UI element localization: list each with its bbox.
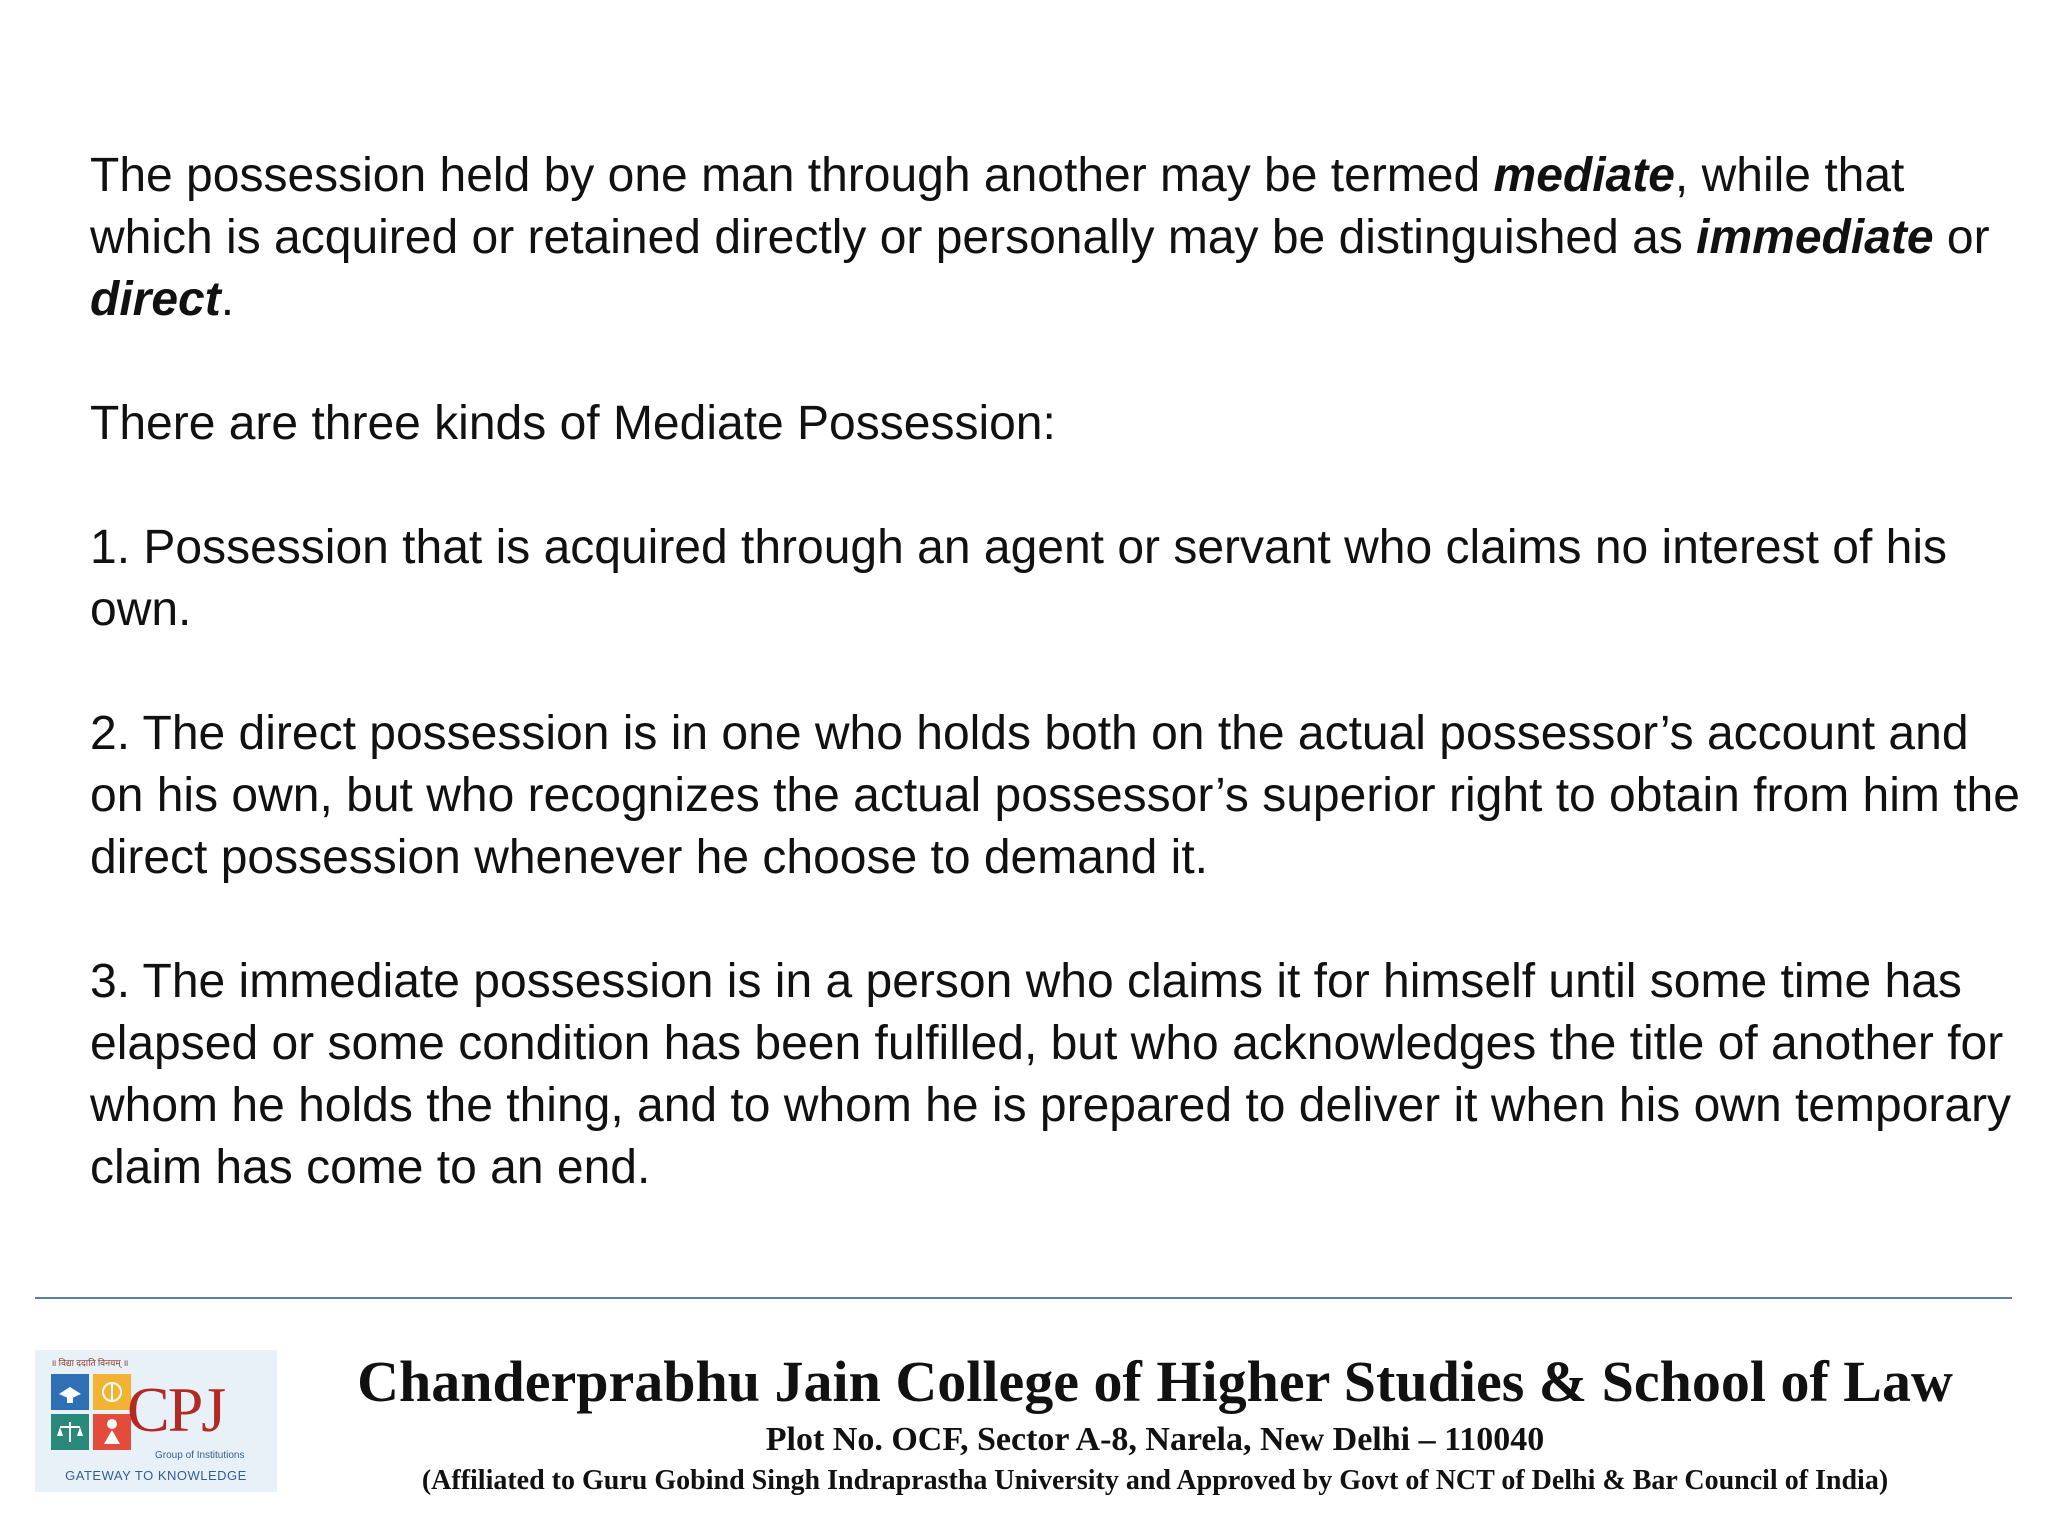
term-immediate: immediate [1696,211,1934,264]
slide-body [90,145,2020,1199]
logo-tagline: ॥ विद्या ददाति विनयम् ॥ [51,1358,129,1368]
kind-item-2: 2. The direct possession is in one who holds both on the actual possessor’s account and on his own, but who recognizes the actual possessor’s superior right to obtain from him the direct possession whenever he choose to demand it. [90,707,2020,884]
definition-text-3: or [1933,211,1990,264]
footer-text [290,1345,2020,1501]
shield-icon [49,1372,135,1454]
term-mediate: mediate [1493,149,1675,202]
logo-gateway-text: GATEWAY TO KNOWLEDGE [65,1468,247,1483]
kinds-intro: There are three kinds of Mediate Possession: [90,397,1056,450]
logo-letters: CPJ [127,1374,225,1445]
college-address: Plot No. OCF, Sector A-8, Narela, New Delhi – 110040 [765,1421,1545,1458]
cpj-logo [35,1350,277,1492]
definition-text-1: The possession held by one man through another may be termed [90,149,1494,202]
college-affiliation: (Affiliated to Guru Gobind Singh Indraprastha University and Approved by Govt of NCT of Delhi & Bar Council of India) [421,1465,1889,1496]
logo-group-text: Group of Institutions [155,1450,245,1461]
definition-text-2: , while that which is acquired or retained directly or personally may be distinguished as [90,149,1905,264]
kind-item-1: 1. Possession that is acquired through an agent or servant who claims no interest of his own. [90,521,1948,636]
college-name: Chanderprabhu Jain College of Higher Studies & School of Law [357,1349,1953,1414]
term-direct: direct [90,273,221,326]
definition-paragraph [90,145,2020,331]
kind-item-3: 3. The immediate possession is in a person who claims it for himself until some time has elapsed or some condition has been fulfilled, but who acknowledges the title of another for whom he holds the thing, and to whom he is prepared to deliver it when his own temporary claim has come to an end. [90,955,2012,1194]
definition-text-4: . [220,273,235,326]
footer-divider [35,1297,2012,1299]
